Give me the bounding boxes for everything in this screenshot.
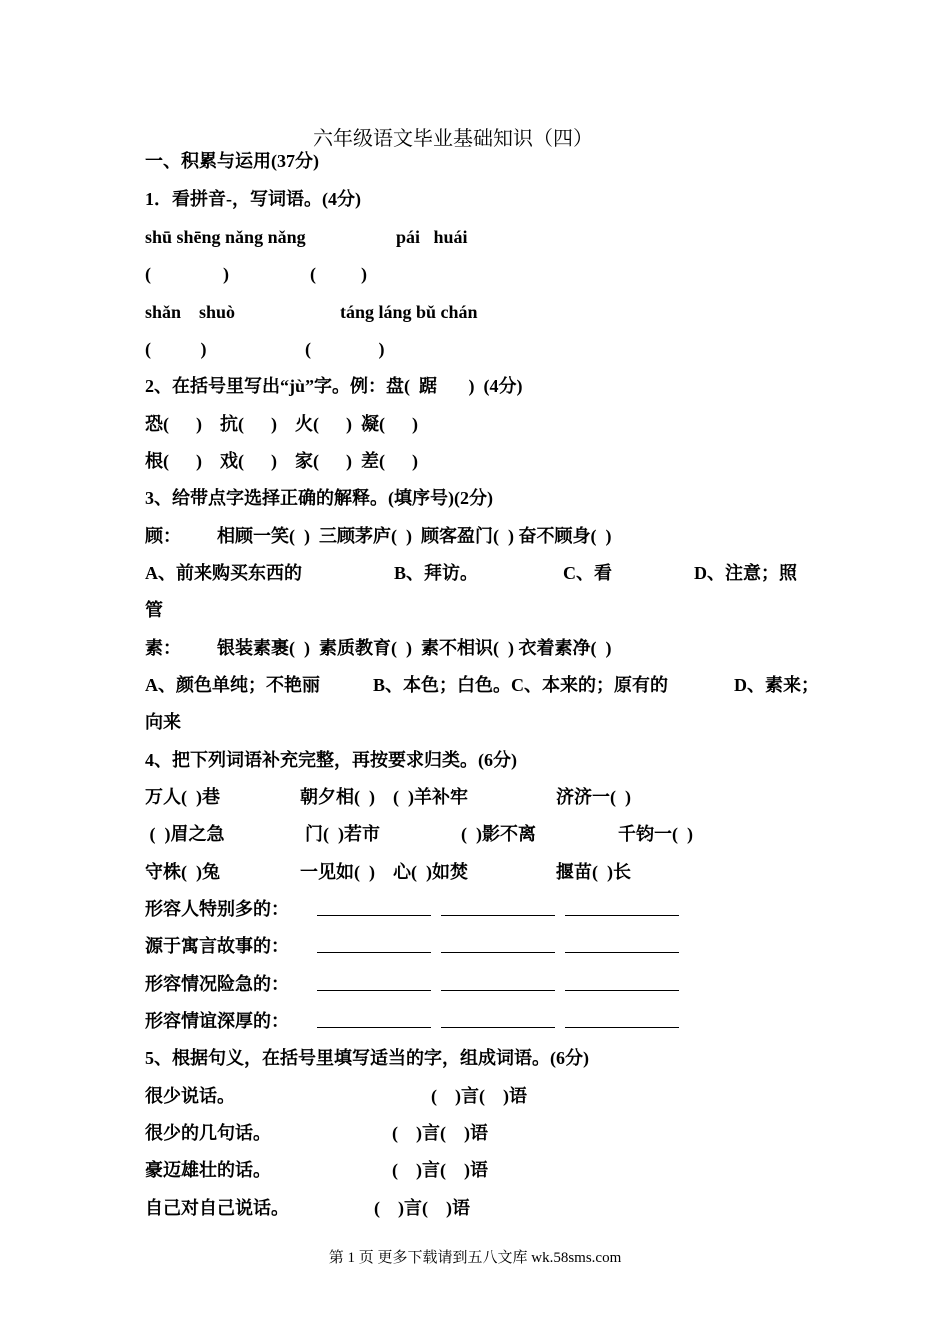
answer-parens[interactable]: ( ) [145,339,207,359]
answer-blank[interactable] [317,990,431,991]
idiom-fill[interactable]: 揠苗( )长 [556,862,631,882]
character-fill-row[interactable]: 根( ) 戏( ) 家( ) 差( ) [145,451,418,471]
section-heading: 一、积累与运用(37分) [145,151,319,171]
su-word-row[interactable]: 素： 银装素裹( ) 素质教育( ) 素不相识( ) 衣着素净( ) [145,638,612,658]
answer-blank[interactable] [565,990,679,991]
option-a: A、前来购买东西的 [145,563,302,583]
category-label: 源于寓言故事的： [145,936,289,956]
idiom-fill[interactable]: 万人( )巷 [145,787,220,807]
option-a: A、颜色单纯；不艳丽 [145,675,320,695]
idiom-fill[interactable]: ( )眉之急 [145,824,225,844]
option-d: D、注意；照 [694,563,797,583]
word-fill[interactable]: ( )言( )语 [374,1198,470,1218]
question-3-heading: 3、给带点字选择正确的解释。(填序号)(2分) [145,488,493,508]
question-5-heading: 5、根据句义，在括号里填写适当的字，组成词语。(6分) [145,1048,589,1068]
idiom-fill[interactable]: ( )影不离 [461,824,536,844]
pinyin-text: shǎn shuò [145,302,236,322]
answer-parens[interactable]: ( ) [310,264,367,284]
idiom-fill[interactable]: 济济一( ) [556,787,631,807]
answer-blank[interactable] [441,915,555,916]
option-b: B、拜访。 [394,563,479,583]
idiom-fill[interactable]: 千钧一( ) [618,824,693,844]
option-d-continued: 管 [145,600,163,620]
answer-blank[interactable] [441,952,555,953]
question-1-heading: 1．看拼音-，写词语。(4分) [145,189,361,209]
answer-blank[interactable] [565,952,679,953]
option-b-c: B、本色；白色。C、本来的；原有的 [373,675,669,695]
page-title: 六年级语文毕业基础知识（四） [313,128,593,150]
meaning-text: 自己对自己说话。 [145,1198,289,1218]
answer-blank[interactable] [565,1027,679,1028]
meaning-text: 很少的几句话。 [145,1123,271,1143]
gu-word-row[interactable]: 顾： 相顾一笑( ) 三顾茅庐( ) 顾客盈门( ) 奋不顾身( ) [145,526,612,546]
option-d-continued: 向来 [145,712,181,732]
answer-blank[interactable] [441,1027,555,1028]
character-fill-row[interactable]: 恐( ) 抗( ) 火( ) 凝( ) [145,414,418,434]
answer-blank[interactable] [317,1027,431,1028]
pinyin-text: shū shēng nǎng nǎng [145,227,306,247]
idiom-fill[interactable]: 守株( )兔 [145,862,220,882]
answer-parens[interactable]: ( ) [145,264,229,284]
answer-blank[interactable] [565,915,679,916]
idiom-fill[interactable]: 朝夕相( ) ( )羊补牢 [300,787,468,807]
pinyin-text: táng láng bǔ chán [340,302,478,322]
word-fill[interactable]: ( )言( )语 [392,1123,488,1143]
idiom-fill[interactable]: 一见如( ) 心( )如焚 [300,862,468,882]
answer-blank[interactable] [317,915,431,916]
category-label: 形容情谊深厚的： [145,1011,289,1031]
answer-parens[interactable]: ( ) [305,339,385,359]
word-fill[interactable]: ( )言( )语 [431,1086,527,1106]
meaning-text: 豪迈雄壮的话。 [145,1160,271,1180]
option-d: D、素来； [734,675,819,695]
question-4-heading: 4、把下列词语补充完整，再按要求归类。(6分) [145,750,517,770]
option-c: C、看 [563,563,612,583]
category-label: 形容人特别多的： [145,899,289,919]
question-2-heading: 2、在括号里写出“jù”字。例：盘( 踞 ) (4分) [145,376,523,396]
page-footer: 第 1 页 更多下载请到五八文库 wk.58sms.com [328,1250,622,1266]
category-label: 形容情况险急的： [145,974,289,994]
pinyin-text: pái huái [396,227,468,247]
answer-blank[interactable] [441,990,555,991]
meaning-text: 很少说话。 [145,1086,235,1106]
idiom-fill[interactable]: 门( )若市 [305,824,380,844]
word-fill[interactable]: ( )言( )语 [392,1160,488,1180]
answer-blank[interactable] [317,952,431,953]
